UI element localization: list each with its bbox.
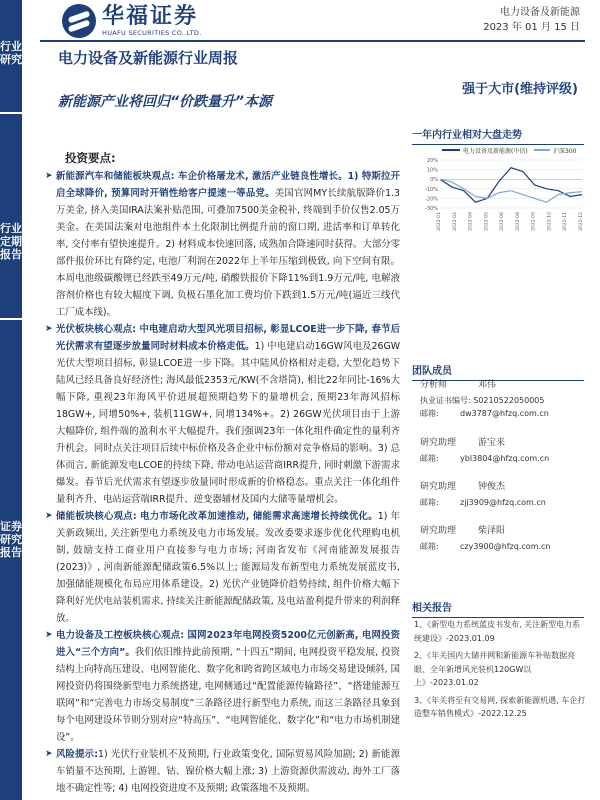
key-point-paragraph: [40, 321, 400, 508]
band-separator: [0, 318, 22, 320]
relative-performance-chart: [412, 142, 588, 238]
bullet-arrow-icon: ➤: [45, 511, 53, 521]
sidebar-label-securities-research: 证券研究报告: [0, 520, 22, 559]
bullet-arrow-icon: ➤: [45, 171, 53, 181]
key-point-text: 1) 年关新政频出, 关注新型电力系统及电力市场发展。发改委要求逐步优化代理购电机制, 鼓励支持工商业用户直接参与电力市场; 河南省发布《河南能源发展报告(2023)》, 河南新能源配储政策6.5%以上; 能源局发布新型电力系统发展蓝皮书, 加强储能规模化布局应用体系建设。2) 光伏产业链降价趋势持续, 组件价格大幅下降利好光伏电站装机需求, 持续关注新能源配储政策, 及电站盈利提升带来的利润释放。: [56, 511, 400, 624]
related-report-item: 3、《年关将至有交易网, 探索新能源机遇, 车企打造整车销售模式》-2022.12.25: [414, 695, 586, 718]
x-tick-label: 2022-01: [437, 212, 442, 231]
bullet-arrow-icon: ➤: [45, 630, 53, 640]
member-name: 游宝来: [478, 438, 506, 448]
team-member: [420, 524, 590, 553]
team-heading: 团队成员: [412, 362, 584, 381]
left-band: [0, 0, 22, 800]
member-name: 柴泽阳: [478, 526, 506, 536]
x-tick-label: 2022-04: [468, 212, 474, 231]
team-member: [420, 436, 590, 465]
member-email: 邮箱: ybl3804@hfzq.com.cn: [420, 454, 550, 463]
member-email: 邮箱: zjj3909@hfzq.com.cn: [420, 498, 546, 507]
header-date: 2023 年 01 月 15 日: [483, 22, 580, 33]
related-reports-heading: 相关报告: [412, 599, 584, 618]
key-point-lead: 光伏板块核心观点: 中电建启动大型风光项目招标, 彰显LCOE进一步下降, 春节后光伏需求有望逐步放量同时材料成本价格走低。: [56, 324, 400, 352]
key-point-paragraph: [40, 746, 400, 797]
header-meta: [483, 5, 580, 35]
key-point-paragraph: [40, 627, 400, 746]
y-tick-label: 20%: [426, 158, 438, 164]
x-tick-label: 2022-08: [515, 212, 521, 231]
logo-chinese-name: 华福证券: [102, 4, 199, 29]
chart-legend: [442, 147, 577, 155]
bullet-arrow-icon: ➤: [45, 324, 53, 334]
x-tick-label: 2022-09: [531, 212, 537, 231]
report-title: 电力设备及新能源行业周报: [58, 49, 239, 67]
key-points-body: [40, 168, 400, 797]
key-point-text: 我们依旧维持此前预期, “十四五”期间, 电网投资平稳发展, 投资结构上向特高压建设、电网智能化、数字化和跨省跨区域电力市场交易建设倾斜, 国网投资仍将围绕新型电力系统搭建, 电网侧通过“配置能源传输路径”、“搭建能源互联网”和“完善电力市场交易制度”三条路径进行新型电力系统, 而这三条路径具象到每个电网建设环节则分别对应“特高压”、“电网智能化、数字化”和“电力市场机制建设”。: [56, 647, 400, 743]
member-role: 研究助理: [420, 526, 457, 536]
chart-x-axis: [436, 212, 584, 231]
chart-heading: 一年内行业相对大盘走势: [412, 126, 584, 145]
member-name: 邓伟: [478, 380, 497, 390]
x-tick-label: 2022-05: [484, 212, 490, 231]
key-point-lead: 储能板块核心观点: 电力市场化改革加速推动, 储能需求高速增长持续优化。: [56, 511, 378, 522]
member-cert: 执业证书编号: S0210522050005: [420, 396, 545, 405]
sidebar-label-periodic-report: 行业定期报告: [0, 222, 22, 261]
x-tick-label: 2022-02: [452, 212, 458, 231]
section-title-key-points: 投资要点:: [65, 151, 116, 165]
key-point-lead: 电力设备及工控板块核心观点: 国网2023年电网投资5200亿元创新高, 电网投资进入“三个方向”。: [56, 630, 400, 658]
member-name: 钟俊杰: [478, 482, 506, 492]
y-tick-label: 0%: [430, 177, 438, 184]
legend-label-series-2: 沪深300: [553, 148, 577, 155]
member-email: 邮箱: czy3900@hfzq.com.cn: [420, 542, 551, 551]
key-point-text: 1) 光伏行业装机不及预期, 行业政策变化, 国际贸易风险加剧; 2) 新能源车销量不达预期, 上游锂、钴、镍价格大幅上涨; 3) 上游资源供需波动, 海外工厂落地不确定性等; 4) 电网投资进度不及预期; 政策落地不及预期。: [56, 749, 400, 794]
company-logo: [62, 4, 202, 38]
band-separator: [0, 112, 22, 114]
y-tick-label: -20%: [425, 196, 438, 203]
series-line-1: [440, 168, 582, 203]
bullet-arrow-icon: ➤: [45, 749, 53, 759]
team-member: [420, 480, 590, 509]
x-tick-label: 2022-10: [547, 212, 553, 231]
x-tick-label: 2022-12: [579, 212, 584, 231]
x-tick-label: 2022-11: [563, 212, 569, 231]
key-point-text: 1) 中电建启动16GW风电及26GW光伏大型项目招标, 彰显LCOE进一步下降。其中陆风价格相对走稳, 大型化趋势下陆风已经具备良好经济性; 海风最低2353元/KW(不含塔筒), 相比22年同比-16%大幅下降, 重视23年海风平价进展超预期趋势下的量增机会, 预期23年海风招标18GW+, 同增50%+, 装机11GW+, 同增134%+。2) 26GW光伏项目由于上游大幅降价, 组件端的盈利水平大幅提升。我们强调23年一体化组件确定性的量利齐升机会。同时点关注项目后续中标价格及各企业中标份额对竞争格局的影响。3) 总体而言, 新能源发电LCOE的持续下降, 带动电站运营商IRR提升, 同时刺激下游需求爆发。春节后光伏需求有望逐步放量同时形成新的价格稳态。重点关注一体化组件量利齐升、电站运营端IRR提升、逆变器辅材及国内大储等量增机会。: [56, 341, 400, 505]
key-point-text: 美国官网MY长续航版降价1.3万美金, 挤入美国IRA法案补贴范围, 可叠加7500美金税补, 终端到手价仅售2.05万美金。在美国法案对电池组件本土化限制比例提升前的窗口期, 进活率和订单转化率, 交付率有望快速提升。2) 材料成本快速回落, 成熟加合降速同时获得。大部分零部件报价环比有降约定, 电池厂利润在2022年上半年压缩到极致, 向下空间有限。本周电池级碳酸锂已经跌至49万元/吨, 硝酸铁报价下降11%到1.9万元/吨, 电解液溶剂价格也有较大幅度下调, 负极石墨化加工费均价下跌到1.5万元/吨(逼近三线代工厂成本线)。: [56, 188, 401, 318]
series-line-2: [440, 179, 582, 202]
member-role: 研究助理: [420, 482, 457, 492]
related-report-item: 1、《新型电力系统蓝皮书发布, 关注新型电力系统建设》-2023.01.09: [414, 620, 581, 643]
chart-series: [440, 168, 582, 203]
related-reports-list: [414, 618, 586, 725]
sidebar-label-industry-research: 行业研究: [0, 40, 22, 66]
team-member: [420, 378, 590, 420]
rating-badge: 强于大市(维持评级): [462, 82, 578, 97]
y-tick-label: -10%: [425, 186, 438, 193]
legend-label-series-1: 电力设备及新能源(中信): [463, 148, 528, 155]
key-point-paragraph: [40, 168, 400, 321]
member-email: 邮箱: dw3787@hfzq.com.cn: [420, 409, 549, 418]
y-tick-label: -30%: [425, 206, 438, 212]
member-role: 研究助理: [420, 438, 457, 448]
logo-mark-icon: [62, 4, 96, 38]
member-role: 分析师: [420, 380, 448, 390]
key-point-lead: 风险提示:: [56, 749, 98, 760]
header-divider: [40, 40, 585, 42]
x-tick-label: 2022-06: [500, 212, 506, 231]
key-point-paragraph: [40, 508, 400, 627]
header-industry: 电力设备及新能源: [500, 7, 580, 18]
y-tick-label: 10%: [426, 167, 438, 174]
key-point-lead: 新能源汽车和储能板块观点: 车企价格屠龙术, 激活产业链良性增长。1) 特斯拉开启全球降价, 预算同时开销性给客户提速一等品党。: [56, 171, 400, 199]
report-subtitle: 新能源产业将回归“价跌量升”本源: [58, 94, 273, 110]
logo-english-name: HUAFU SECURITIES CO.,LTD.: [102, 29, 202, 37]
related-report-item: 2、《年关国内大储并网和新能源车补贴数据亮眼、全年新增风光装机120GW以上》-2023.01.02: [414, 651, 576, 687]
